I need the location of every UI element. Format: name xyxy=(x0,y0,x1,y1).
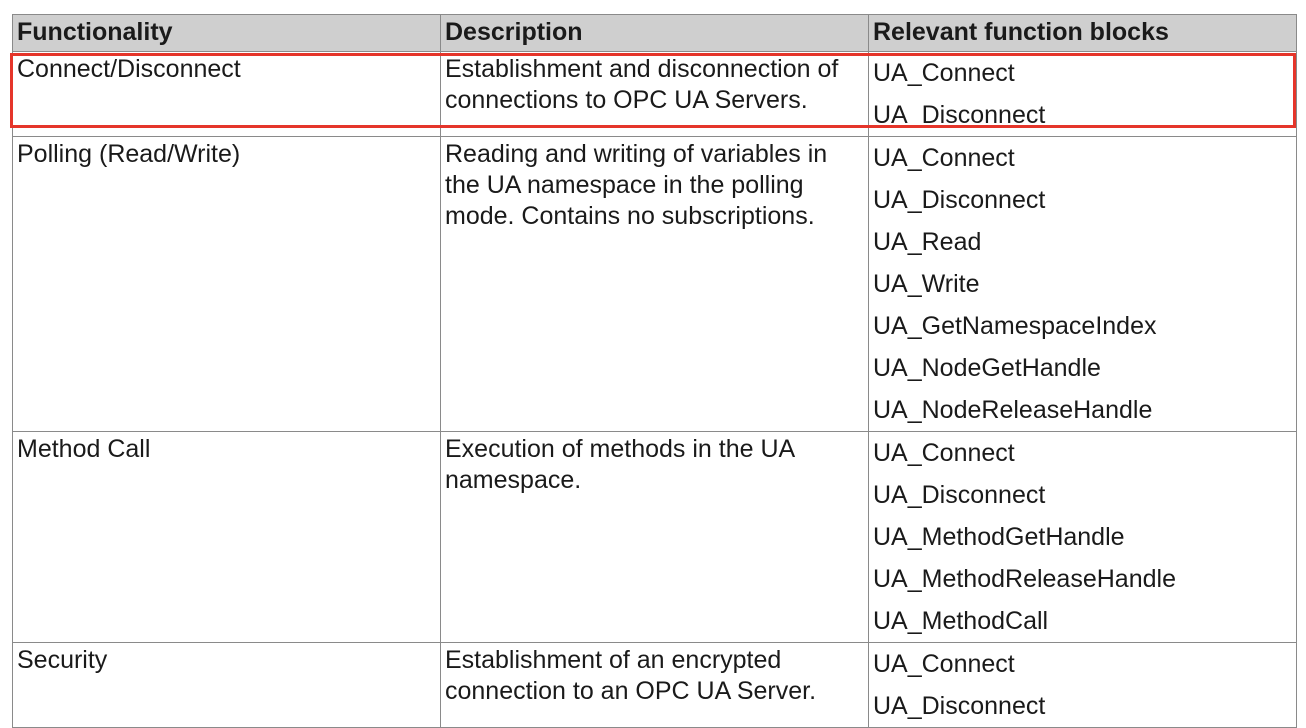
function-block-name: UA_Disconnect xyxy=(873,481,1046,509)
function-block-name: UA_Write xyxy=(873,270,980,298)
function-block-name: UA_Read xyxy=(873,228,982,256)
description-cell xyxy=(441,432,869,643)
table-row xyxy=(13,643,1297,728)
description-text: Reading and writing of variables in the UA namespace in the polling mode. Contains no subscriptions. xyxy=(445,140,828,230)
table-row xyxy=(13,137,1297,432)
function-block-name: UA_MethodGetHandle xyxy=(873,523,1125,551)
function-block-name: UA_Connect xyxy=(873,144,1015,172)
function-block-name: UA_NodeReleaseHandle xyxy=(873,396,1153,424)
functionality-cell xyxy=(13,643,441,728)
header-function-blocks: Relevant function blocks xyxy=(869,15,1297,52)
header-description: Description xyxy=(441,15,869,52)
function-blocks-cell xyxy=(869,432,1297,643)
function-block-name: UA_Connect xyxy=(873,59,1015,87)
functionality-text: Polling (Read/Write) xyxy=(17,140,241,168)
function-block-name: UA_Disconnect xyxy=(873,186,1046,214)
functionality-table xyxy=(12,14,1297,728)
function-blocks-cell xyxy=(869,52,1297,137)
function-block-name: UA_Disconnect xyxy=(873,692,1046,720)
functionality-text: Method Call xyxy=(17,435,151,463)
function-block-name: UA_Connect xyxy=(873,439,1015,467)
functionality-cell xyxy=(13,137,441,432)
functionality-text: Connect/Disconnect xyxy=(17,55,241,83)
description-cell xyxy=(441,137,869,432)
header-row xyxy=(13,15,1297,52)
description-cell xyxy=(441,643,869,728)
function-block-name: UA_Disconnect xyxy=(873,101,1046,129)
function-block-name: UA_GetNamespaceIndex xyxy=(873,312,1157,340)
function-block-name: UA_MethodReleaseHandle xyxy=(873,565,1176,593)
header-functionality: Functionality xyxy=(13,15,441,52)
function-blocks-cell xyxy=(869,137,1297,432)
description-text: Execution of methods in the UA namespace. xyxy=(445,435,794,494)
description-text: Establishment of an encrypted connection to an OPC UA Server. xyxy=(445,646,817,705)
function-block-name: UA_NodeGetHandle xyxy=(873,354,1101,382)
function-block-name: UA_MethodCall xyxy=(873,607,1049,635)
table-row xyxy=(13,52,1297,137)
description-text: Establishment and disconnection of connections to OPC UA Servers. xyxy=(445,55,839,114)
functionality-cell xyxy=(13,432,441,643)
table-row xyxy=(13,432,1297,643)
function-table xyxy=(12,14,1296,728)
function-block-name: UA_Connect xyxy=(873,650,1015,678)
function-blocks-cell xyxy=(869,643,1297,728)
description-cell xyxy=(441,52,869,137)
functionality-text: Security xyxy=(17,646,108,674)
functionality-cell xyxy=(13,52,441,137)
